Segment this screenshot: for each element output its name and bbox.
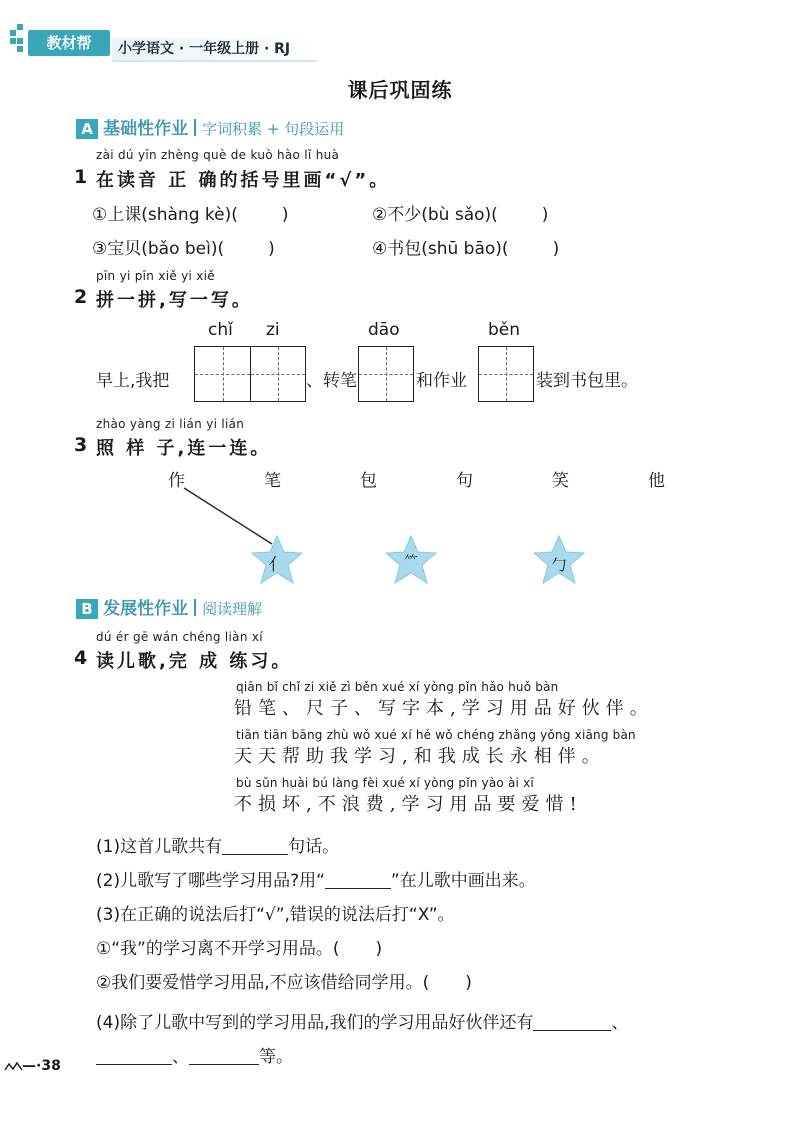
- poem-line-2-pinyin: tiān tiān bāng zhù wǒ xué xí hé wǒ chéng zhǎng yǒng xiāng bàn: [236, 728, 636, 742]
- q2-text: 拼一拼,写一写。: [96, 290, 253, 311]
- q4-sub-2: (2)儿歌写了哪些学习用品?用“ ”在儿歌中画出来。: [96, 871, 536, 891]
- q1-text: 在读音 正 确的括号里画“√”。: [96, 170, 391, 191]
- match-char-4[interactable]: 句: [456, 471, 473, 491]
- q1-item-4: ④书包(shū bāo)( ): [372, 239, 560, 259]
- q1-number: 1: [74, 166, 88, 188]
- section-a-heading: [76, 114, 344, 139]
- poem-line-1: 铅笔、尺子、写字本,学习用品好伙伴。: [234, 698, 654, 719]
- match-char-3[interactable]: 包: [360, 471, 377, 491]
- q2-seg-1: 早上,我把: [96, 371, 170, 391]
- q1-item-1: ①上课(shàng kè)( ): [92, 205, 289, 225]
- star-radical-2-label: ⺮: [404, 554, 418, 570]
- star-radical-3[interactable]: [532, 534, 586, 586]
- answer-blank[interactable]: [533, 1012, 611, 1031]
- poem-line-3-pinyin: bù sǔn huài bú làng fèi xué xí yòng pǐn yào ài xī: [236, 776, 534, 790]
- match-char-1[interactable]: 作: [168, 471, 185, 491]
- section-a-title: 基础性作业: [103, 119, 189, 139]
- q2-seg-4: 装到书包里。: [536, 371, 638, 391]
- match-char-5[interactable]: 笑: [552, 471, 569, 491]
- poem-line-3: 不损坏,不浪费,学习用品要爱惜!: [234, 794, 583, 815]
- q3-pinyin: zhào yàng zi lián yi lián: [96, 417, 245, 431]
- q4-text: 读儿歌,完 成 练习。: [96, 651, 293, 672]
- section-a-subtitle: 字词积累 + 句段运用: [202, 120, 345, 138]
- star-radical-3-label: 勹: [551, 556, 567, 574]
- q4-sub-1: (1)这首儿歌共有 句话。: [96, 837, 340, 857]
- poem-line-1-pinyin: qiān bǐ chǐ zi xiě zì běn xué xí yòng pǐn hǎo huǒ bàn: [236, 680, 559, 694]
- answer-blank[interactable]: [96, 1046, 172, 1065]
- q2-pinyin-ben: běn: [488, 320, 521, 340]
- q2-pinyin-dao: dāo: [368, 320, 400, 340]
- match-char-2[interactable]: 笔: [264, 471, 281, 491]
- q4-sub-3-statement-2: ②我们要爱惜学习用品,不应该借给同学用。( ): [96, 973, 472, 993]
- section-divider: [194, 599, 196, 616]
- header-subject: 小学语文 · 一年级上册 · RJ: [118, 41, 291, 57]
- star-radical-2[interactable]: [384, 534, 438, 586]
- poem-line-2: 天天帮助我学习,和我成长永相伴。: [234, 746, 606, 767]
- page-number: —·38: [22, 1058, 61, 1074]
- underline-sample: [325, 870, 391, 889]
- page-title: 课后巩固练: [347, 78, 453, 102]
- writing-grid-dao[interactable]: [358, 346, 414, 402]
- q2-number: 2: [74, 286, 88, 308]
- q1-pinyin: zài dú yīn zhèng què de kuò hào lǐ huà: [96, 148, 340, 162]
- writing-grid-ben[interactable]: [478, 346, 534, 402]
- q2-pinyin: pīn yi pīn xiě yi xiě: [96, 269, 215, 283]
- header-decoration: [10, 24, 30, 60]
- q1-item-3: ③宝贝(bǎo beì)( ): [92, 239, 275, 259]
- section-divider: [194, 119, 196, 136]
- q2-seg-2: 、转笔: [306, 371, 357, 391]
- q4-sub-3-statement-1: ①“我”的学习离不开学习用品。( ): [96, 939, 383, 959]
- answer-blank[interactable]: [189, 1046, 259, 1065]
- q2-pinyin-zi: zi: [266, 320, 280, 340]
- answer-blank[interactable]: [222, 836, 288, 855]
- q4-sub-4: (4)除了儿歌中写到的学习用品,我们的学习用品好伙伴还有 、: [96, 1013, 629, 1033]
- q1-item-2: ②不少(bù sǎo)( ): [372, 205, 549, 225]
- match-char-6[interactable]: 他: [648, 471, 665, 491]
- q4-pinyin: dú ér gē wán chéng liàn xí: [96, 630, 263, 644]
- writing-grid-chizi[interactable]: [194, 346, 306, 402]
- section-b-title: 发展性作业: [103, 599, 189, 619]
- header-tag: 教材帮: [28, 30, 110, 56]
- star-radical-1[interactable]: [250, 534, 304, 586]
- footer-decoration: [4, 1060, 24, 1076]
- section-b-letter: B: [76, 599, 98, 619]
- q2-pinyin-chi: chǐ: [208, 320, 233, 340]
- q3-text: 照 样 子,连一连。: [96, 438, 272, 459]
- q4-sub-3: (3)在正确的说法后打“√”,错误的说法后打“X”。: [96, 905, 455, 925]
- section-b-heading: [76, 594, 262, 619]
- q2-seg-3: 和作业: [416, 371, 467, 391]
- section-a-letter: A: [76, 119, 98, 139]
- q4-number: 4: [74, 647, 88, 669]
- q3-number: 3: [74, 434, 88, 456]
- q4-sub-4-cont: 、 等。: [96, 1042, 293, 1067]
- star-radical-1-label: 亻: [268, 555, 286, 575]
- section-b-subtitle: 阅读理解: [202, 600, 263, 618]
